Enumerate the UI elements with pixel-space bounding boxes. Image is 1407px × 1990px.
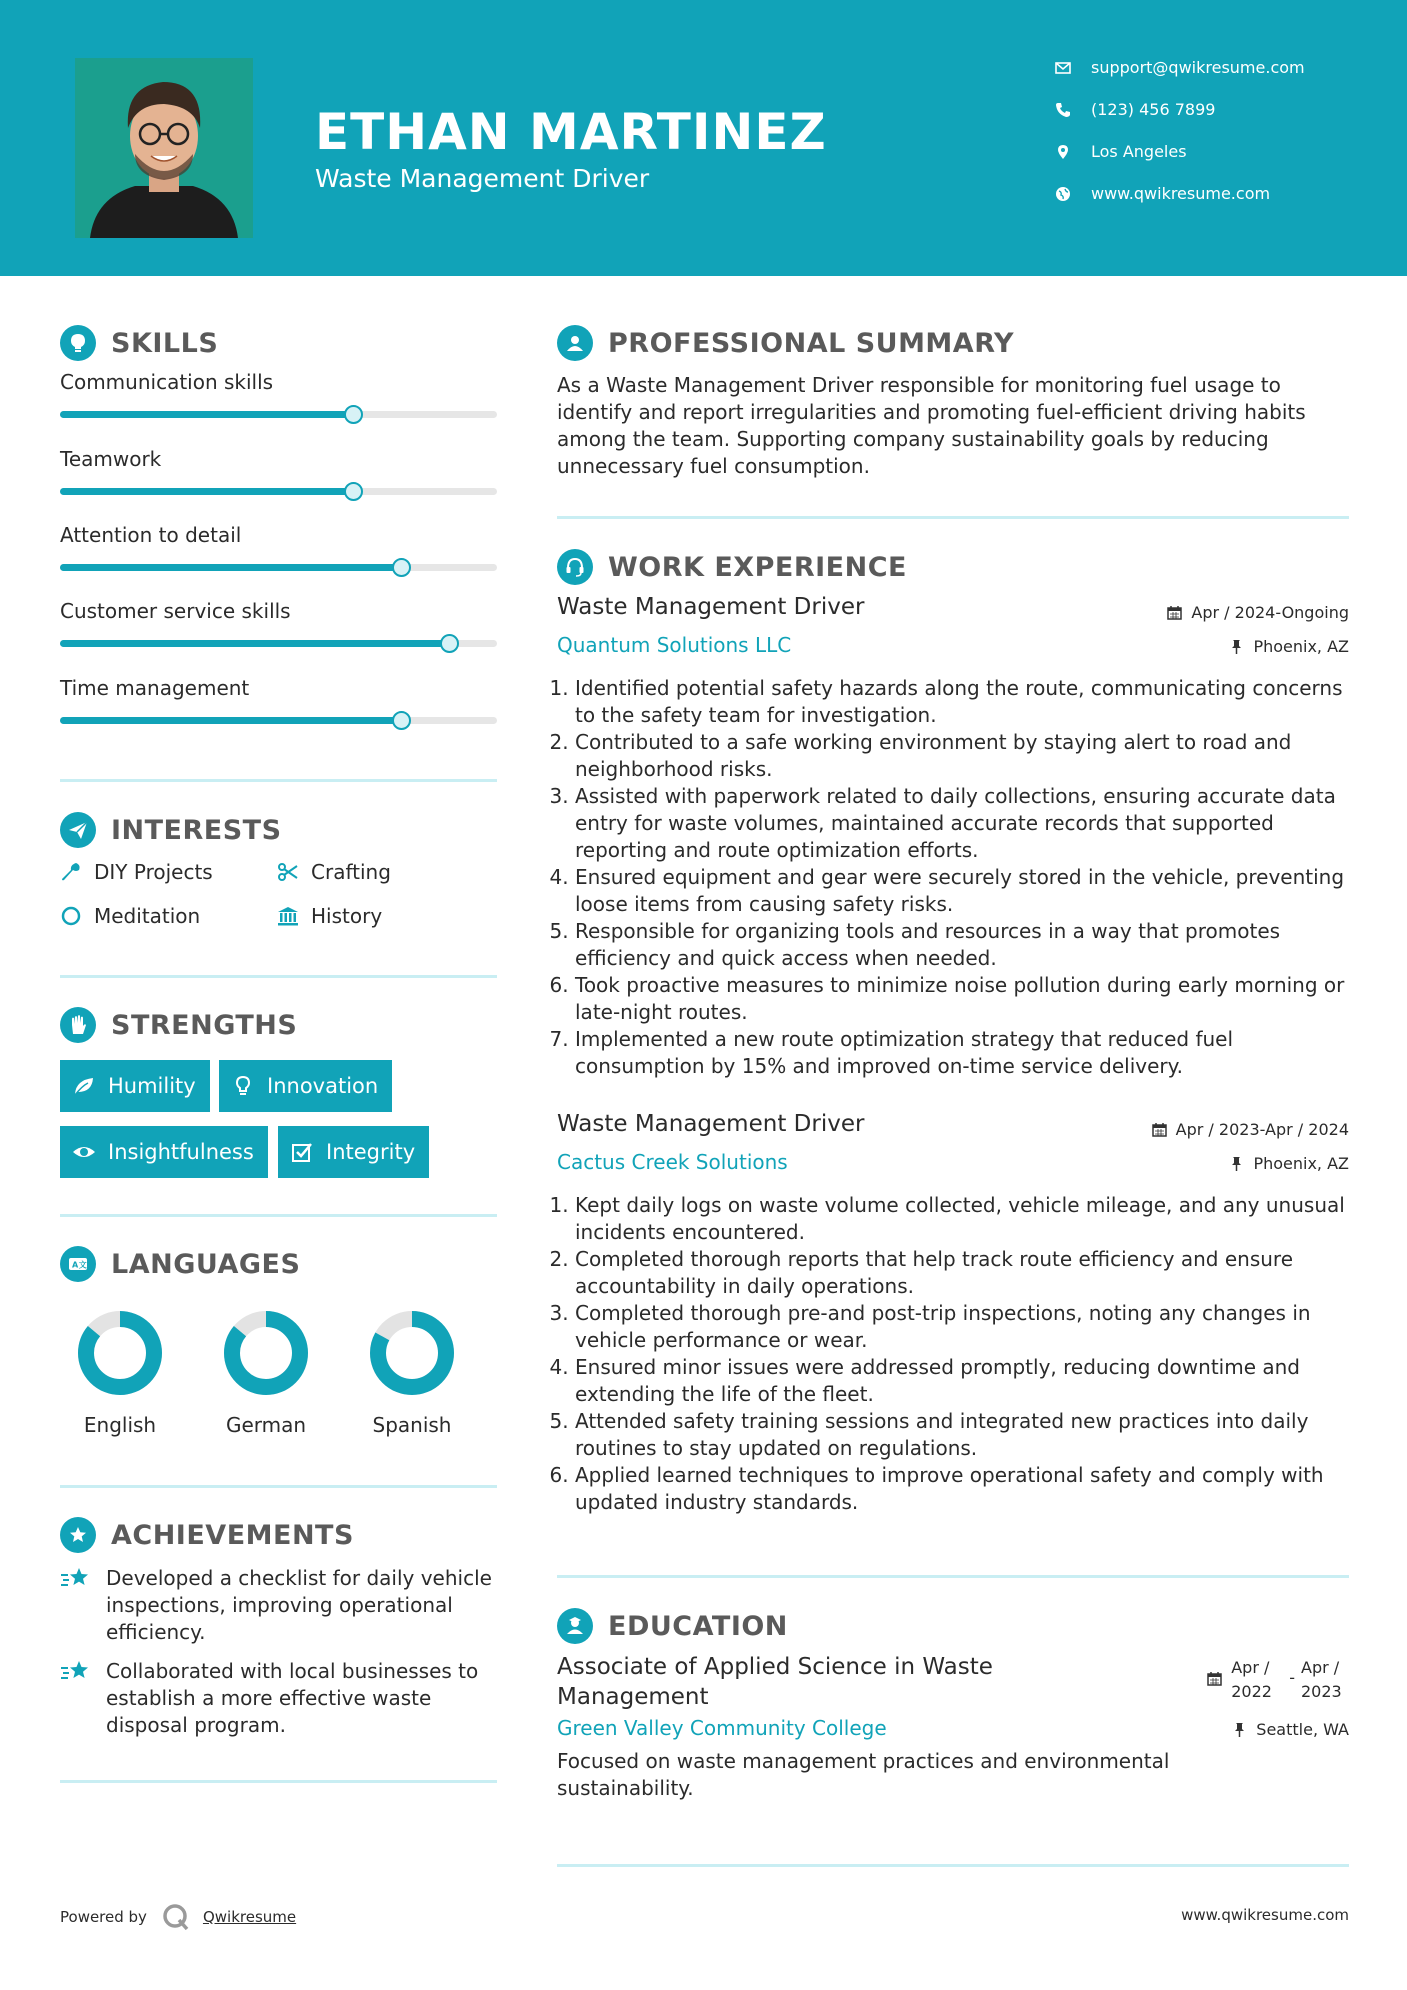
candidate-name: ETHAN MARTINEZ [315,103,827,161]
job-company[interactable]: Cactus Creek Solutions [557,1150,788,1174]
envelope-icon [1055,60,1071,76]
skill-label: Teamwork [60,447,162,471]
strengths-heading [60,1007,297,1043]
interest-item [60,904,200,928]
skill-bar-knob [392,558,411,577]
phone-icon [1055,102,1071,118]
education-start: Apr / 2022 [1231,1658,1272,1701]
languages-title: LANGUAGES [111,1248,301,1280]
contact-phone-text: (123) 456 7899 [1091,100,1216,119]
job-company[interactable]: Quantum Solutions LLC [557,633,792,657]
job-duty-item: 3. Completed thorough pre-and post-trip inspections, noting any changes in vehicle performance or wear. [575,1300,1347,1354]
interest-label: Crafting [311,860,391,884]
strength-badge [60,1126,268,1178]
interest-label: DIY Projects [94,860,213,884]
strengths-title: STRENGTHS [111,1009,298,1041]
qwikresume-link[interactable]: Qwikresume [202,1908,297,1926]
skills-title: SKILLS [111,327,219,359]
hand-icon [60,1007,96,1043]
skill-label: Attention to detail [60,523,242,547]
section-divider [60,975,497,978]
globe-icon [1055,186,1071,202]
achievement-item [60,1565,500,1646]
education-dates [1207,1656,1349,1704]
shooting-star-icon [60,1565,92,1593]
strength-label: Integrity [326,1140,416,1164]
job-dates [1167,603,1349,622]
education-entry [557,1652,1349,1800]
skill-bar-knob [440,634,459,653]
skill-label: Time management [60,676,250,700]
job-duty-item: 6. Applied learned techniques to improve operational safety and comply with updated industry standards. [575,1462,1347,1516]
job-duty-item: 2. Completed thorough reports that help track route efficiency and ensure accountability in daily operations. [575,1246,1347,1300]
contact-email[interactable] [1055,58,1385,77]
lightbulb-icon [60,325,96,361]
language-label: Spanish [372,1413,452,1437]
qwikresume-logo-icon [161,1902,191,1932]
circle-icon [60,905,82,927]
skill-bar-knob [392,711,411,730]
strength-badge [60,1060,210,1112]
job-duty-item: 4. Ensured minor issues were addressed promptly, reducing downtime and extending the life of the fleet. [575,1354,1347,1408]
interests-title: INTERESTS [111,814,282,846]
education-degree: Associate of Applied Science in Waste Management [557,1654,993,1710]
achievements-title: ACHIEVEMENTS [111,1519,354,1551]
job-duty-item: 2. Contributed to a safe working environment by staying alert to road and neighborhood risks. [575,729,1347,783]
contact-website-text: www.qwikresume.com [1091,184,1271,203]
interest-item [277,904,382,928]
skill-bar-fill [60,411,353,418]
summary-text: As a Waste Management Driver responsible for monitoring fuel usage to identify and report irregularities and promoting fuel-efficient driving habits among the team. Supporting company sustainability goals by reducing unnecessary fuel consumption. [557,373,1306,478]
strength-label: Humility [108,1074,196,1098]
wrench-icon [60,861,82,883]
user-icon [557,325,593,361]
contact-phone[interactable] [1055,100,1385,119]
job-location-text: Phoenix, AZ [1253,1154,1349,1173]
pushpin-icon [1229,639,1244,654]
calendar-icon [1167,605,1182,620]
job-duty-item: 5. Responsible for organizing tools and resources in a way that promotes efficiency and quick access when needed. [575,918,1347,972]
candidate-role: Waste Management Driver [315,164,650,193]
job-duty-item: 5. Attended safety training sessions and integrated new practices into daily routines to stay updated on regulations. [575,1408,1347,1462]
section-divider [60,779,497,782]
education-title: EDUCATION [608,1610,788,1642]
pushpin-icon [1229,1156,1244,1171]
job-location [1229,637,1349,656]
language-donut [77,1310,163,1396]
footer-powered-by [60,1902,296,1932]
job-title: Waste Management Driver [557,1111,865,1137]
job-duties-list [557,1192,1347,1516]
job-duty-item: 7. Implemented a new route optimization strategy that reduced fuel consumption by 15% and improved on-time service delivery. [575,1026,1347,1080]
calendar-icon [1207,1671,1222,1686]
shooting-star-icon [60,1658,92,1686]
lightbulb-icon [231,1074,255,1098]
skill-bar-fill [60,488,353,495]
calendar-icon [1152,1122,1167,1137]
skill-bar-knob [344,405,363,424]
job-dates-text: Apr / 2023-Apr / 2024 [1175,1120,1349,1139]
interests-heading [60,812,282,848]
job-title: Waste Management Driver [557,594,865,620]
skill-bar [60,411,497,418]
section-divider [60,1485,497,1488]
skills-heading [60,325,218,361]
summary-title: PROFESSIONAL SUMMARY [608,327,1015,359]
job-duty-item: 3. Assisted with paperwork related to daily collections, ensuring accurate data entry for waste volumes, maintained accurate records that supported reporting and route optimization efforts. [575,783,1347,864]
strength-badge [219,1060,392,1112]
language-label: German [225,1413,307,1437]
scissors-icon [277,861,299,883]
job-location-text: Phoenix, AZ [1253,637,1349,656]
education-end: Apr / 2023 [1301,1658,1342,1701]
leaf-icon [72,1074,96,1098]
job-duty-item: 6. Took proactive measures to minimize noise pollution during early morning or late-night routes. [575,972,1347,1026]
strength-label: Innovation [267,1074,379,1098]
skill-bar-fill [60,717,401,724]
education-heading [557,1608,788,1644]
education-location [1232,1720,1349,1739]
achievement-text: Collaborated with local businesses to establish a more effective waste disposal program. [106,1659,479,1737]
contact-location [1055,142,1385,161]
interest-item [60,860,213,884]
achievement-item [60,1658,500,1739]
eye-icon [72,1140,96,1164]
skill-bar [60,640,497,647]
paper-plane-icon [60,812,96,848]
achievement-text: Developed a checklist for daily vehicle inspections, improving operational efficiency. [106,1566,492,1644]
experience-heading [557,549,907,585]
job-location [1229,1154,1349,1173]
section-divider [557,516,1349,519]
language-label: English [83,1413,157,1437]
skill-bar-fill [60,564,401,571]
check-square-icon [290,1140,314,1164]
job-dates [1152,1120,1349,1139]
pushpin-icon [1232,1722,1247,1737]
map-pin-icon [1055,144,1071,160]
education-location-text: Seattle, WA [1256,1720,1349,1739]
education-school[interactable]: Green Valley Community College [557,1716,887,1740]
job-duties-list [557,675,1347,1080]
powered-by-label: Powered by [60,1908,147,1926]
interest-item [277,860,391,884]
skill-bar [60,717,497,724]
strength-badge [278,1126,429,1178]
job-duty-item: 1. Identified potential safety hazards along the route, communicating concerns to the safety team for investigation. [575,675,1347,729]
skill-label: Customer service skills [60,599,291,623]
graduate-icon [557,1608,593,1644]
resume-header [0,0,1407,276]
skill-bar-fill [60,640,449,647]
headset-icon [557,549,593,585]
contact-website[interactable] [1055,184,1385,203]
star-badge-icon [60,1517,96,1553]
footer-website[interactable]: www.qwikresume.com [1181,1906,1349,1924]
skill-bar [60,564,497,571]
education-description: Focused on waste management practices and environmental sustainability. [557,1749,1170,1800]
job-dates-text: Apr / 2024-Ongoing [1191,603,1349,622]
section-divider [557,1864,1349,1867]
job-duty-item: 1. Kept daily logs on waste volume collected, vehicle mileage, and any unusual incidents encountered. [575,1192,1347,1246]
interest-label: Meditation [94,904,201,928]
language-donut [223,1310,309,1396]
skill-bar-knob [344,482,363,501]
skill-label: Communication skills [60,370,274,394]
bank-icon [277,905,299,927]
skill-bar [60,488,497,495]
profile-photo [75,58,253,238]
strength-label: Insightfulness [108,1140,254,1164]
job-duty-item: 4. Ensured equipment and gear were securely stored in the vehicle, preventing loose items from causing safety risks. [575,864,1347,918]
languages-heading [60,1246,300,1282]
achievements-heading [60,1517,354,1553]
date-separator: - [1289,1668,1295,1687]
experience-title: WORK EXPERIENCE [608,551,907,583]
language-donut [369,1310,455,1396]
section-divider [557,1575,1349,1578]
section-divider [60,1214,497,1217]
interest-label: History [311,904,383,928]
summary-heading [557,325,1014,361]
svg-text:A文: A文 [72,1260,88,1270]
section-divider [60,1780,497,1783]
contact-location-text: Los Angeles [1091,142,1187,161]
language-icon [60,1246,96,1282]
contact-email-text: support@qwikresume.com [1091,58,1305,77]
